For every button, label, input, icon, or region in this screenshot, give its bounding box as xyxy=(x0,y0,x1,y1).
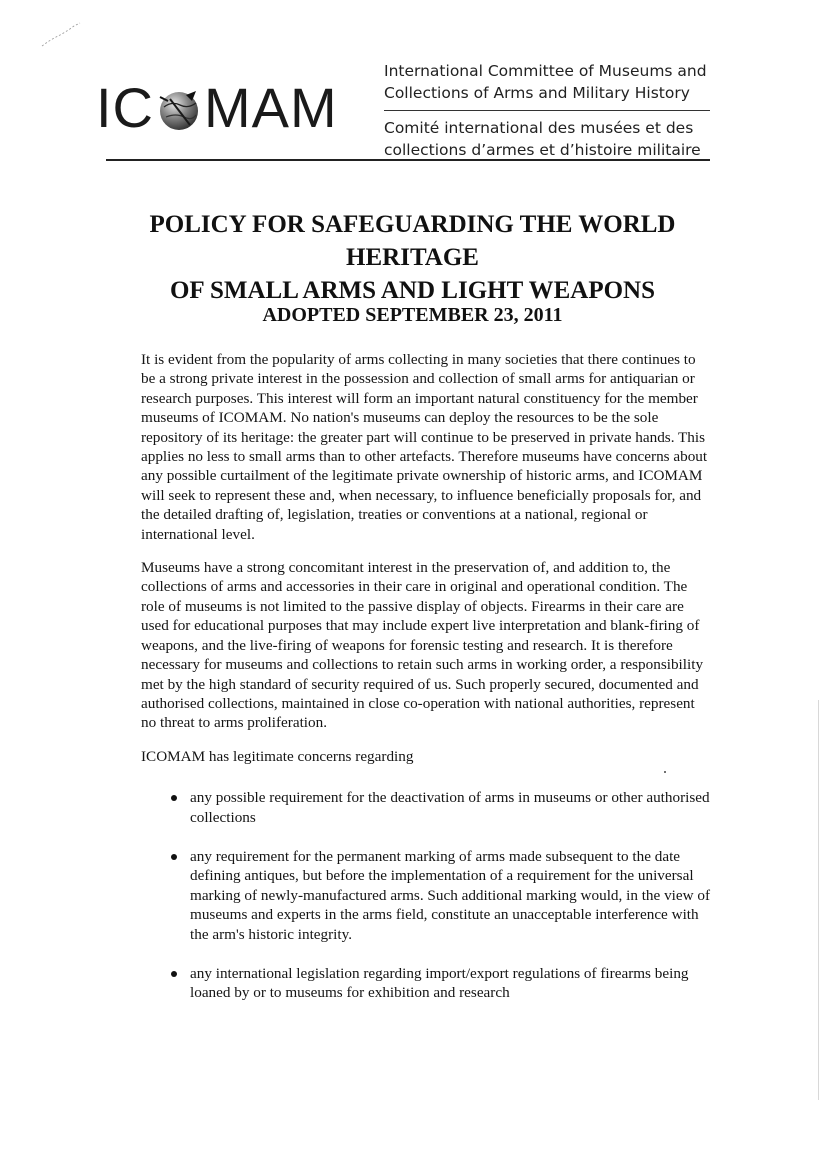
org-name-en-line2: Collections of Arms and Military History xyxy=(384,84,690,102)
globe-icon xyxy=(156,87,202,133)
bullet-icon xyxy=(171,971,177,977)
org-name-fr-line1: Comité international des musées et des xyxy=(384,119,694,137)
adoption-date: ADOPTED SEPTEMBER 23, 2011 xyxy=(262,304,563,326)
document-body xyxy=(141,350,713,1023)
concerns-list xyxy=(141,788,713,1003)
list-item-text: any international legislation regarding import/export regulations of firearms being loaned by or to museums for exhibition and research xyxy=(190,964,689,1002)
logo-text-right: MAM xyxy=(204,76,338,139)
list-item xyxy=(141,847,713,944)
list-item xyxy=(141,788,713,827)
list-item-text: any requirement for the permanent marking of arms made subsequent to the date defining antiques, but before the implementation of a requirement for the universal marking of newly-manufactured arms. Such additional marking would, in the view of museums and experts in the arms field, constitute an unacceptable interference with the arm's historic integrity. xyxy=(190,847,711,943)
icomam-logo xyxy=(96,76,338,139)
paragraph: Museums have a strong concomitant interest in the preservation of, and addition to, the collections of arms and accessories in their care in original and operational condition. The role of museums is not limited to the passive display of objects. Firearms in their care are used for educational purposes that may include expert live interpretation and blank-firing of weapons, and the live-firing of weapons for forensic testing and research. It is therefore necessary for museums and collections to retain such arms in working order, a responsibility met by the high standard of security required of us. Such properly secured, documented and authorised collections, maintained in close co-operation with national authorities, represent no threat to arms proliferation. xyxy=(141,559,704,732)
list-item-text: any possible requirement for the deactivation of arms in museums or other authorised collections xyxy=(190,789,710,826)
title-line-2: OF SMALL ARMS AND LIGHT WEAPONS xyxy=(169,277,656,304)
org-name-divider xyxy=(384,110,710,111)
paragraph: It is evident from the popularity of arms collecting in many societies that there continues to be a strong private interest in the possession and collection of small arms for antiquarian or research purposes. This interest will form an important natural constituency for the member museums of ICOMAM. No nation's museums can deploy the resources to be the sole repository of its heritage: the greater part will continue to be preserved in private hands. This applies no less to small arms than to other artefacts. Therefore museums have concerns about any possible curtailment of the legitimate private ownership of historic arms, and ICOMAM will seek to represent these and, when necessary, to influence beneficially proposals for, and the detailed drafting of, legislation, treaties or conventions at a national, regional or international level. xyxy=(141,351,708,543)
paragraph: ICOMAM has legitimate concerns regarding xyxy=(141,747,414,765)
logo-text-left: IC xyxy=(96,76,154,139)
title-line-1: POLICY FOR SAFEGUARDING THE WORLD HERITAGE xyxy=(149,211,676,271)
org-name-en-line1: International Committee of Museums and xyxy=(384,62,707,80)
document-title xyxy=(100,208,725,307)
scan-edge-line xyxy=(818,700,819,1100)
bullet-icon xyxy=(171,795,177,801)
list-item xyxy=(141,964,713,1003)
organization-names xyxy=(384,60,710,161)
letterhead xyxy=(0,0,825,170)
header-rule xyxy=(106,159,710,161)
bullet-icon xyxy=(171,854,177,860)
org-name-fr-line2: collections d’armes et d’histoire militaire xyxy=(384,141,701,159)
